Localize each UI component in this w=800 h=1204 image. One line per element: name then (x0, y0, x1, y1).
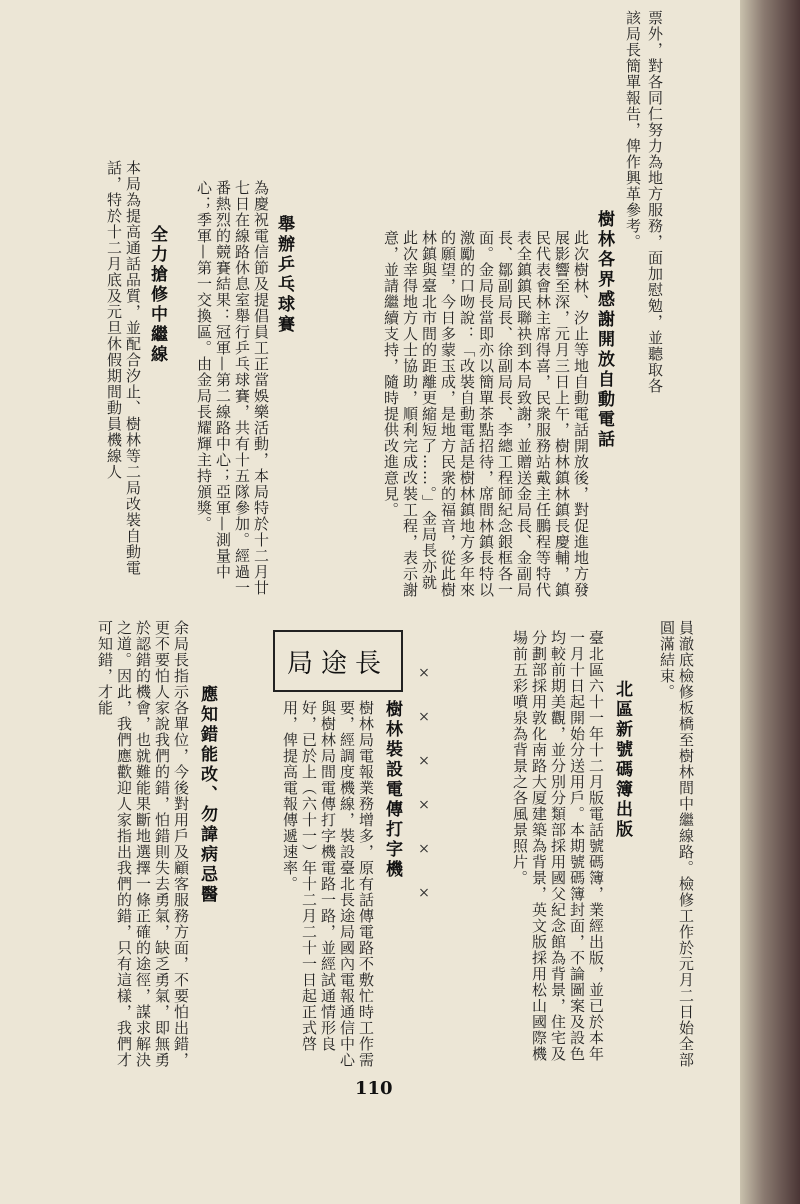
body-6: 余局長指示各單位，今後對用戶及顧客服務方面，不要怕出錯，更不要怕人家說我們的錯，怕錯則失去勇氣，缺乏勇氣，即無勇於認錯的機會，也就難能果斷地選擇一條正確的途徑，謀求解決之道。因此，我們應歡迎人家指出我們的錯，只有這樣，我們才可知錯，才能 (96, 620, 190, 1068)
heading-6: 應知錯能改、勿諱病忌醫 (197, 685, 217, 905)
heading-4: 北區新號碼簿出版 (612, 680, 632, 840)
heading-3: 全力搶修中繼線 (147, 225, 167, 365)
heading-2: 舉辦乒乓球賽 (274, 215, 294, 335)
text-column: 票外，對各同仁努力為地方服務，面加慰勉，並聽取各 (646, 10, 664, 394)
box-title: 局途長 (273, 630, 403, 692)
heading-1: 樹林各界感謝開放自動電話 (594, 210, 614, 450)
body-4: 臺北區六十一年十二月版電話號碼簿，業經出版，並已於本年一月十日起開始分送用戶。本期號碼簿封面，不論圖案及設色均較前期美觀，並分別分類部採用國父紀念館為背景，住宅及分劃部採用敦化南路大厦建築為背景，英文版採用松山國際機場前五彩噴泉為背景之各風景照片。 (511, 630, 605, 1062)
book-spine (740, 0, 800, 1204)
page-number: 110 (355, 1078, 393, 1099)
body-5: 樹林局電報業務增多，原有話傳電路不敷忙時工作需要，經調度機線，裝設臺北長途局國內電報通信中心與樹林局間電傳打字機電路一路，並經試通情形良好，已於上（六十一）年十二月二十一日起正式啓用，俾提高電報傳遞速率。 (281, 700, 375, 1068)
body-1: 此次樹林、汐止等地自動電話開放後，對促進地方發展影響至深，元月三日上午，樹林鎮林鎮長慶輔，鎮民代表會林主席得喜，民衆服務站戴主任鵬程等特代表全鎮鎮民聯袂到本局致謝，並贈送金局長、金副局長、鄒副局長、徐副局長、李總工程師紀念銀框各一面。金局長當即亦以簡單茶點招待，席間林鎮長特以激勵的口吻說：「改裝自動電話是樹林鎮地方多年來的願望，今日多蒙玉成，是地方民衆的福音，從此樹林鎮與臺北市間的距離更縮短了……。」金局長亦就此次幸得地方人士協助，順利完成改裝工程，表示謝意，並請繼續支持，隨時提供改進意見。 (382, 230, 590, 598)
separator-marks: ×××××× (416, 665, 432, 929)
body-2: 為慶祝電信節及提倡員工正當娛樂活動，本局特於十二月廿七日在線路休息室舉行乒乓球賽，共有十五隊參加。經過一番熱烈的競賽結果：冠軍—第二線路中心；亞軍—測量中心；季軍—第一交換區。由金局長耀輝主持頒獎。 (195, 180, 270, 596)
body-3: 本局為提高通話品質，並配合汐止、樹林等二局改裝自動電話，特於十二月底及元旦休假期間動員機線人 (105, 160, 142, 576)
heading-5: 樹林裝設電傳打字機 (382, 700, 402, 880)
text-column: 該局長簡單報告，俾作興革參考。 (624, 10, 642, 250)
text-column: 員澈底檢修板橋至樹林間中繼線路。檢修工作於元月二日始全部圓滿結束。 (658, 620, 695, 1068)
